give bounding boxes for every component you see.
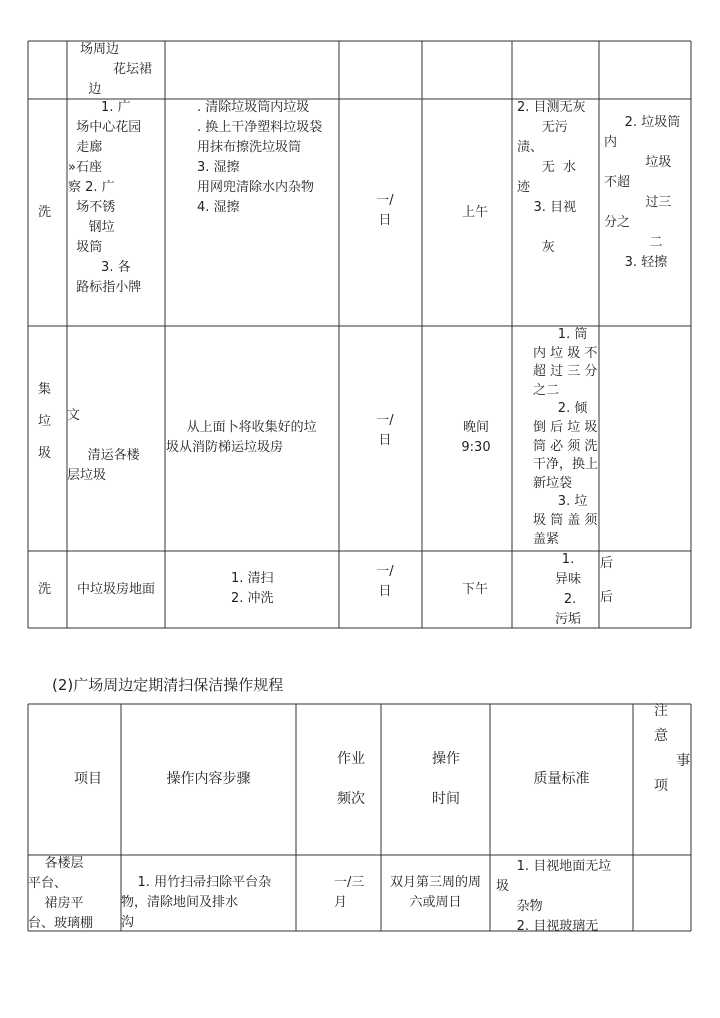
t1-row2-standard: 1. 筒 内 垃 圾 不 超 过 三 分 之二 2. 倾 倒 后 垃 圾 筒 必 须 洗 干净，换上 新垃袋 3. 垃 圾 筒 盖 须 盖紧 — [533, 327, 599, 547]
t1-row1-item: 洗 — [38, 205, 52, 220]
t1-row2-area: 文 清运各楼 层垃圾 — [67, 408, 140, 483]
t1-row1-notes: 2. 垃圾筒 内 垃圾 不超 过三 分之 二 3. 轻擦 — [604, 115, 681, 270]
t2-header-item: 项目 — [74, 771, 102, 787]
t2-row0-standard: 1. 目视地面无垃 圾 杂物 2. 目视玻璃无 — [496, 859, 612, 934]
t2-header-steps: 操作内容步骤 — [166, 771, 251, 787]
t1-row1-area: 1. 广 场中心花园 走廊 »石座 察 2. 广 场不锈 钢垃 圾筒 3. 各 路标指小牌 — [68, 100, 142, 295]
t2-header-time: 操作 时间 — [432, 751, 460, 807]
t1-row2-freq: 一/ 日 — [376, 413, 394, 448]
t1-row2-time: 晚间 9:30 — [461, 420, 491, 455]
t1-row3-steps: 1. 清扫 2. 冲洗 — [231, 571, 274, 606]
t1-row3-area: 中垃圾房地面 — [76, 582, 155, 597]
t2-row0-freq: 一/三 月 — [334, 875, 365, 910]
t1-row3-time: 下午 — [462, 582, 489, 597]
t2-header-standard: 质量标准 — [533, 771, 590, 787]
t2-row0-time: 双月第三周的周 六或周日 — [389, 875, 481, 910]
t1-row3-item: 洗 — [38, 582, 52, 597]
t1-row2-item: 集 垃 圾 — [38, 382, 52, 461]
t1-row0-area: 场周边 花坛裙 边 — [80, 42, 153, 97]
t2-header-freq: 作业 频次 — [337, 751, 365, 807]
t1-row2-steps: 从上面卜将收集好的垃 圾从消防梯运垃圾房 — [166, 420, 317, 455]
t1-row1-steps: . 清除垃圾筒内垃圾 . 换上干净塑料垃圾袋 用抹布擦洗垃圾筒 3. 湿擦 用网兜清除水内杂物 4. 湿擦 — [197, 100, 323, 215]
t1-row1-standard: 2. 目测无灰 无污 渍、 无 水 迹 3. 目视 灰 — [517, 100, 586, 255]
t1-row1-freq: 一/ 日 — [376, 193, 394, 228]
t1-row3-freq: 一/ 日 — [376, 564, 394, 599]
t2-row0-item: 各楼层 平台、 裙房平 台、玻璃棚 — [28, 856, 94, 931]
t2-header-notes: 注 意 事 项 — [654, 703, 691, 794]
section-caption: (2)广场周边定期清扫保洁操作规程 — [52, 676, 284, 694]
t1-row1-time: 上午 — [462, 205, 489, 220]
t1-row3-standard: 1. 异味 2. 污垢 — [554, 552, 581, 626]
t2-row0-steps: 1. 用竹扫帚扫除平台杂 物，清除地间及排水 沟 — [121, 875, 272, 930]
t1-row3-notes: 后 后 — [600, 556, 614, 605]
